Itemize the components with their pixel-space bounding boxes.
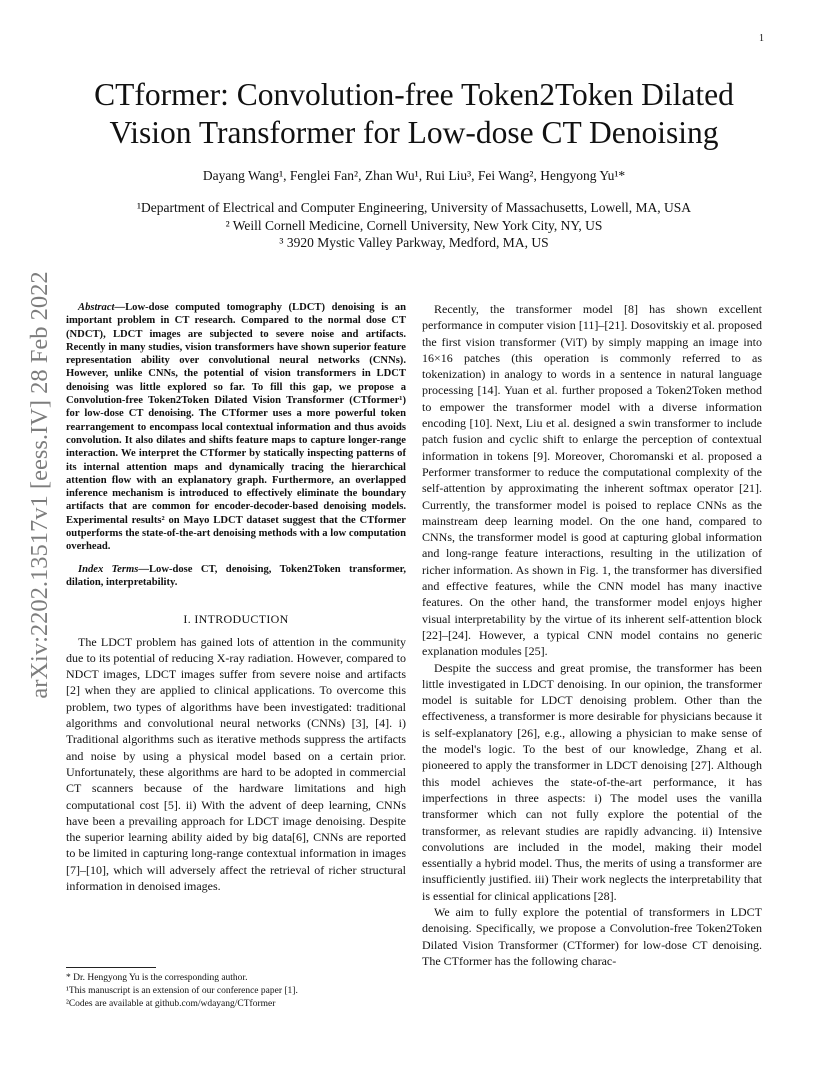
right-column xyxy=(422,301,762,969)
index-terms xyxy=(66,563,406,590)
section-heading: I. INTRODUCTION xyxy=(183,612,289,627)
author-list: Dayang Wang¹, Fenglei Fan², Zhan Wu¹, Rui Liu³, Fei Wang², Hengyong Yu¹* xyxy=(202,168,626,183)
arxiv-stamp xyxy=(18,271,62,699)
intro-paragraph-4: We aim to fully explore the potential of transformers in LDCT denoising. Specifically, we propose a Convolution-free Token2Token Dilated Vision Transformer (CTformer) for low-dose CT denoising. The CTformer has the following charac- xyxy=(422,904,762,968)
index-terms-text: —Low-dose CT, denoising, Token2Token transformer, dilation, interpretability. xyxy=(66,563,406,588)
footnote-corresponding: * Dr. Hengyong Yu is the corresponding author. xyxy=(66,973,248,983)
footnotes xyxy=(66,972,406,1011)
index-terms-label: Index Terms xyxy=(78,563,139,575)
affiliation-3: ³ 3920 Mystic Valley Parkway, Medford, MA, US xyxy=(279,235,549,250)
intro-paragraph-1: The LDCT problem has gained lots of attention in the community due to its potential of reducing X-ray radiation. However, compared to NDCT images, LDCT images suffer from severe noise and artifacts [2] when they are applied to clinical applications. To overcome this problem, two types of algorithms have been investigated: traditional algorithms and convolutional neural networks (CNNs) [3], [4]. i) Traditional algorithms such as iterative methods suppress the artifacts and noise by using a physical model based on a certain prior. Unfortunately, these algorithms are hard to be adopted in commercial CT scanners because of the hardware limitations and high computational cost [5]. ii) With the advent of deep learning, CNNs have been a prevailing approach for LDCT image denoising. Despite the superior learning ability aided by big data[6], CNNs are reported to be limited in capturing long-range contextual information in images [7]–[10], which will adversely affect the retrieval of richer structural information in denoised images. xyxy=(66,634,406,893)
abstract-text: —Low-dose computed tomography (LDCT) denoising is an important problem in CT research. Compared to the normal dose CT (NDCT), LDCT images are subjected to severe noise and artifacts. Recently in many studies, vision transformers have shown superior feature representation ability over convolutional neural networks (CNNs). However, unlike CNNs, the potential of vision transformers in LDCT denoising was little explored so far. To fill this gap, we propose a Convolution-free Token2Token Dilated Vision Transformer (CTformer¹) for low-dose CT denoising. The CTformer uses a more powerful token rearrangement to encompass local contextual information and thus avoids convolution. It also dilates and shifts feature maps to capture longer-range interaction. We interpret the CTformer by statically inspecting patterns of its internal attention maps and dynamically tracing the hierarchical attention flow with an explanatory graph. Furthermore, an overlapped inference mechanism is introduced to effectively eliminate the boundary artifacts that are common for encoder-decoder-based denoising models. Experimental results² on Mayo LDCT dataset suggest that the CTformer outperforms the state-of-the-art denoising methods with a low computation overhead. xyxy=(66,302,406,553)
abstract xyxy=(66,301,406,554)
affiliations xyxy=(40,199,788,252)
title-line-2: Vision Transformer for Low-dose CT Denoising xyxy=(109,115,719,150)
abstract-label: Abstract xyxy=(78,302,115,313)
footnote-rule xyxy=(66,967,156,968)
footnote-code-link[interactable]: ²Codes are available at github.com/wdayang/CTformer xyxy=(66,999,276,1009)
affiliation-2: ² Weill Cornell Medicine, Cornell University, New York City, NY, US xyxy=(225,217,603,233)
affiliation-1: ¹Department of Electrical and Computer Engineering, University of Massachusetts, Lowell, MA, USA xyxy=(136,200,692,215)
paper-title xyxy=(40,76,788,152)
title-line-1: CTformer: Convolution-free Token2Token Dilated xyxy=(94,77,734,112)
page-number: 1 xyxy=(759,33,764,44)
left-column xyxy=(66,301,406,894)
intro-paragraph-3: Despite the success and great promise, the transformer has been little investigated in LDCT denoising. In our opinion, the transformer model is suitable for LDCT denoising problem. Other than the effectiveness, a transformer is more desirable for physicians because it is self-explanatory [26], e.g., allowing a physician to make sense of the model's logic. To the best of our knowledge, Zhang et al. pioneered to apply the transformer in LDCT denoising [27]. Although this model achieves the state-of-the-art performance, it has imperfections in three aspects: i) The model uses the vanilla transformer which can not fully explore the potential of the transformer, as relevant studies are rapidly advancing. ii) Intensive convolutions are included in the model, making their model essentially a hybrid model. Thus, the merits of using a transformer are insufficiently justified. iii) Their work neglects the interpretability that is essential for clinical applications [28]. xyxy=(422,660,762,903)
arxiv-stamp-text: arXiv:2202.13517v1 [eess.IV] 28 Feb 2022 xyxy=(26,271,53,699)
footnote-extension: ¹This manuscript is an extension of our conference paper [1]. xyxy=(66,986,298,996)
intro-paragraph-2: Recently, the transformer model [8] has shown excellent performance in computer vision [11]–[21]. Dosovitskiy et al. proposed the first vision transformer (ViT) by simply mapping an image into 16×16 patches (this operation is commonly referred to as tokenization) in analogy to words in a sentence in natural language processing [14]. Yuan et al. further proposed a Token2Token method to empower the transformer model with a diverse information encoding [10]. Next, Liu et al. designed a swin transformer to include patch fusion and cyclic shift to enlarge the perception of contextual information in tokens [9]. Moreover, Choromanski et al. proposed a Performer transformer to reduce the computational complexity of the self-attention by approximating the inherent softmax operator [21]. Currently, the transformer model is poised to replace CNNs as the mainstream deep learning model. On the one hand, compared to CNNs, the transformer model is good at capturing global information and long-range feature interactions, resulting in the utilization of richer information. As shown in Fig. 1, the transformer has diversified and effective features, while the CNN model has many inactive features. On the other hand, the transformer model enjoys higher visual interpretability by the virtue of its inherent self-attention block [22]–[24]. However, a typical CNN model contains no generic explanation modules [25]. xyxy=(422,302,762,659)
